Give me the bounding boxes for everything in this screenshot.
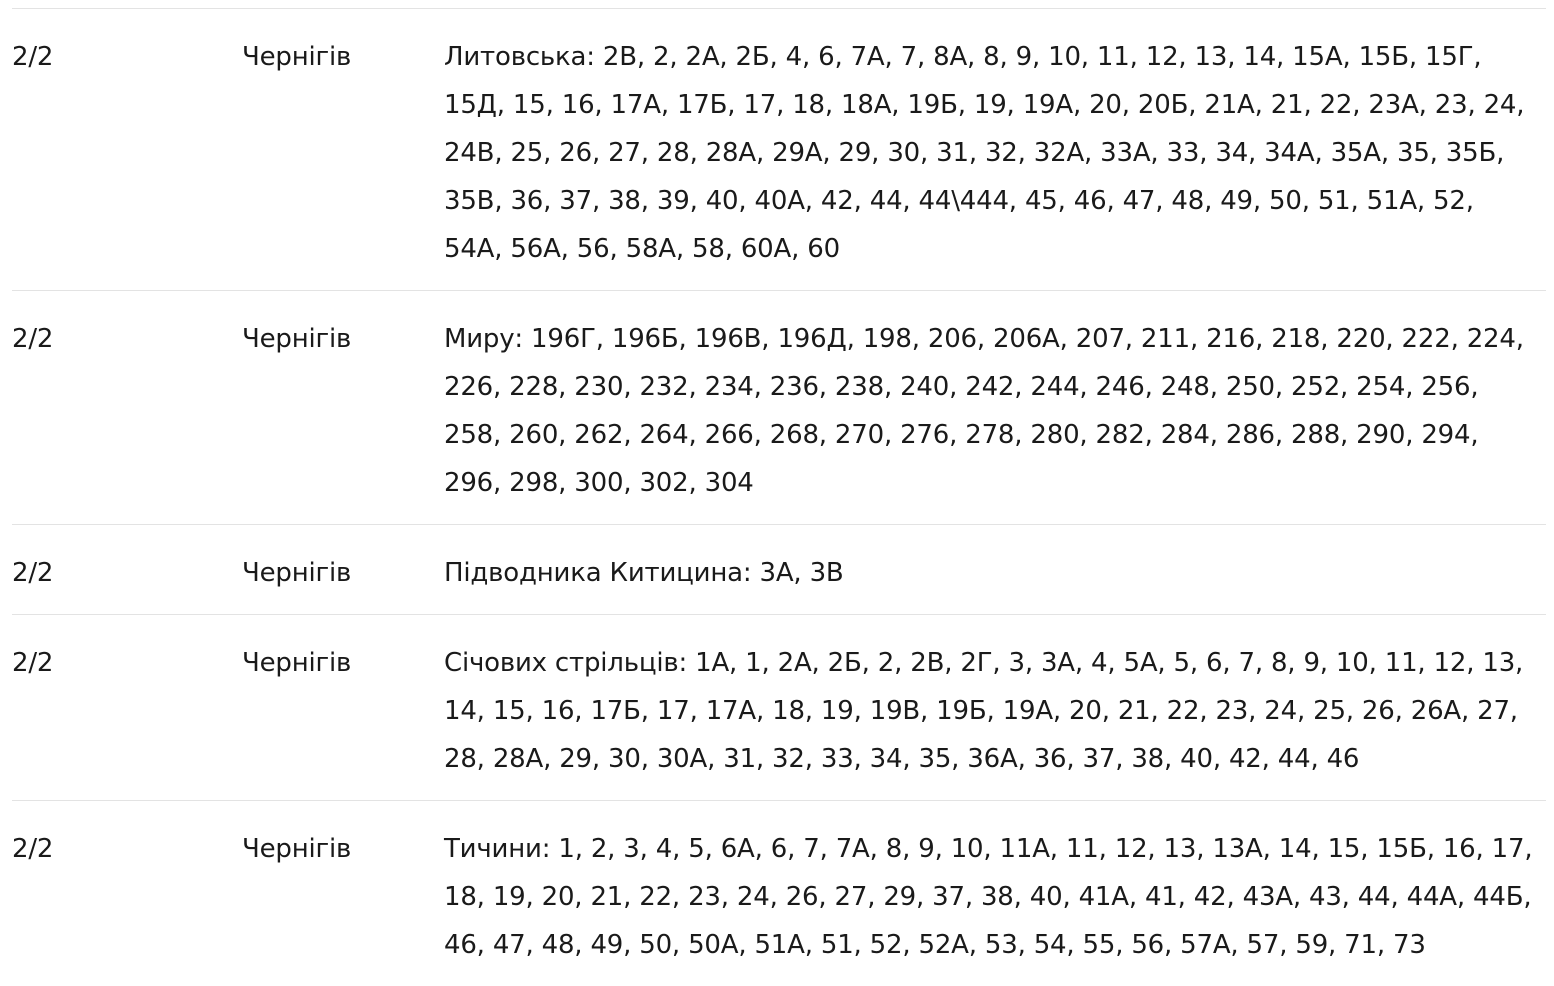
city-cell: Чернігів [242,558,352,588]
queue-cell: 2/2 [12,324,54,354]
table-row [12,525,1546,615]
city-cell: Чернігів [242,648,352,678]
addresses-cell: Підводника Китицина: 3А, 3В [444,558,844,588]
queue-cell: 2/2 [12,834,54,864]
addresses-cell: Тичини: 1, 2, 3, 4, 5, 6А, 6, 7, 7А, 8, 9, 10, 11А, 11, 12, 13, 13А, 14, 15, 15Б, 16, 17, 18, 19, 20, 21, 22, 23, 24, 26, 27, 29, 37, 38, 40, 41А, 41, 42, 43А, 43, 44, 44А, 44Б, 46, 47, 48, 49, 50, 50А, 51А, 51, 52, 52А, 53, 54, 55, 56, 57А, 57, 59, 71, 73 [444,834,1533,960]
addresses-cell: Січових стрільців: 1А, 1, 2А, 2Б, 2, 2В, 2Г, 3, 3А, 4, 5А, 5, 6, 7, 8, 9, 10, 11, 12, 13, 14, 15, 16, 17Б, 17, 17А, 18, 19, 19В, 19Б, 19А, 20, 21, 22, 23, 24, 25, 26, 26А, 27, 28, 28А, 29, 30, 30А, 31, 32, 33, 34, 35, 36А, 36, 37, 38, 40, 42, 44, 46 [444,648,1524,774]
addresses-cell: Миру: 196Г, 196Б, 196В, 196Д, 198, 206, 206А, 207, 211, 216, 218, 220, 222, 224, 226, 228, 230, 232, 234, 236, 238, 240, 242, 244, 246, 248, 250, 252, 254, 256, 258, 260, 262, 264, 266, 268, 270, 276, 278, 280, 282, 284, 286, 288, 290, 294, 296, 298, 300, 302, 304 [444,324,1524,498]
table-row [12,291,1546,525]
outage-schedule-table [12,8,1546,986]
table-row [12,9,1546,291]
queue-cell: 2/2 [12,42,54,72]
table-row [12,801,1546,986]
city-cell: Чернігів [242,834,352,864]
table-row [12,615,1546,801]
city-cell: Чернігів [242,324,352,354]
queue-cell: 2/2 [12,558,54,588]
city-cell: Чернігів [242,42,352,72]
queue-cell: 2/2 [12,648,54,678]
addresses-cell: Литовська: 2В, 2, 2А, 2Б, 4, 6, 7А, 7, 8А, 8, 9, 10, 11, 12, 13, 14, 15А, 15Б, 15Г, 15Д, 15, 16, 17А, 17Б, 17, 18, 18А, 19Б, 19, 19А, 20, 20Б, 21А, 21, 22, 23А, 23, 24, 24В, 25, 26, 27, 28, 28А, 29А, 29, 30, 31, 32, 32А, 33А, 33, 34, 34А, 35А, 35, 35Б, 35В, 36, 37, 38, 39, 40, 40А, 42, 44, 44\444, 45, 46, 47, 48, 49, 50, 51, 51А, 52, 54А, 56А, 56, 58А, 58, 60А, 60 [444,42,1525,264]
